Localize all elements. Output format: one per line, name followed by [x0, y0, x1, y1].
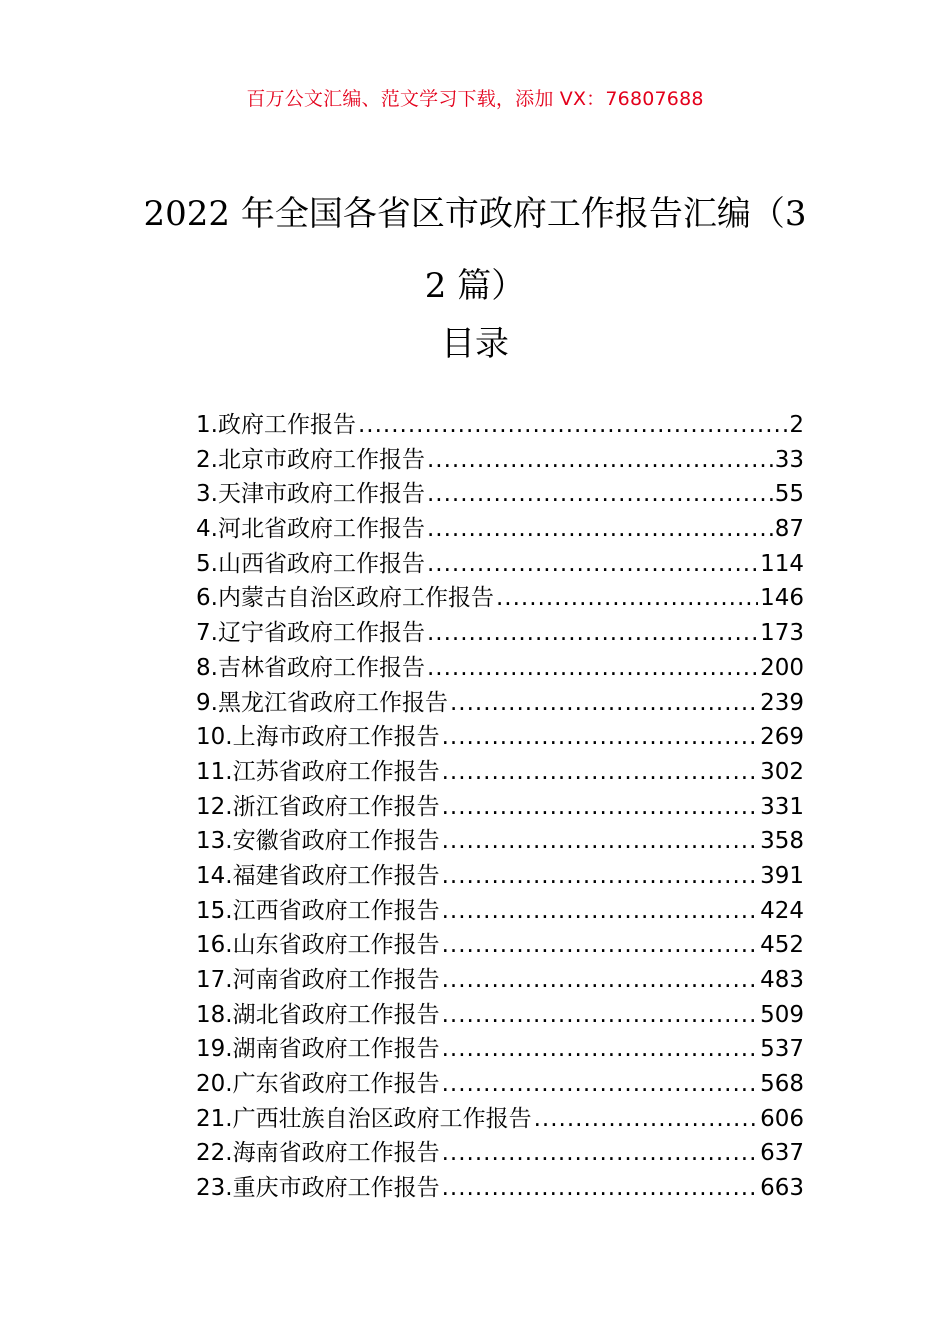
toc-item-page: 114: [760, 550, 804, 577]
toc-leader: [442, 720, 759, 755]
toc-item[interactable]: [196, 408, 804, 443]
toc-item[interactable]: [196, 1032, 804, 1067]
toc-item-label: 10.上海市政府工作报告: [196, 724, 440, 751]
toc-item-page: 331: [760, 793, 804, 820]
toc-item-page: 55: [774, 481, 804, 508]
toc-leader: [442, 859, 759, 894]
toc-item-label: 4.河北省政府工作报告: [196, 516, 425, 543]
toc-item-label: 22.海南省政府工作报告: [196, 1140, 440, 1167]
toc-item-label: 1.政府工作报告: [196, 412, 356, 438]
toc-item-page: 568: [760, 1071, 804, 1098]
toc-leader: [442, 755, 759, 790]
toc-leader: [427, 443, 773, 478]
toc-leader: [442, 1171, 759, 1206]
toc-item[interactable]: [196, 894, 804, 929]
toc-item-page: 239: [760, 689, 804, 716]
document-title: 2022 年全国各省区市政府工作报告汇编（32 篇）: [143, 194, 807, 306]
toc-item-label: 13.安徽省政府工作报告: [196, 828, 440, 855]
toc-item[interactable]: [196, 928, 804, 963]
toc-item-page: 173: [760, 620, 804, 647]
toc-item-label: 12.浙江省政府工作报告: [196, 793, 440, 820]
toc-item-page: 606: [760, 1105, 804, 1132]
toc-item-page: 2: [789, 412, 804, 438]
toc-item-page: 200: [760, 654, 804, 681]
toc-leader: [442, 928, 759, 963]
toc-item[interactable]: [196, 581, 804, 616]
toc-leader: [427, 547, 758, 582]
toc-item-page: 391: [760, 862, 804, 889]
toc-item[interactable]: [196, 824, 804, 859]
toc-item-page: 537: [760, 1036, 804, 1063]
toc-item[interactable]: [196, 790, 804, 825]
toc-leader: [358, 408, 787, 443]
toc-item-page: 509: [760, 1001, 804, 1028]
toc-item-label: 19.湖南省政府工作报告: [196, 1036, 440, 1063]
toc-item-label: 23.重庆市政府工作报告: [196, 1175, 440, 1202]
toc-leader: [442, 894, 759, 929]
toc-leader: [427, 477, 773, 512]
toc-item[interactable]: [196, 477, 804, 512]
toc-item[interactable]: [196, 616, 804, 651]
toc-item[interactable]: [196, 651, 804, 686]
toc-item-page: 87: [774, 516, 804, 543]
toc-item[interactable]: [196, 1136, 804, 1171]
toc-leader: [442, 1032, 759, 1067]
toc-leader: [427, 512, 773, 547]
toc-item[interactable]: [196, 443, 804, 478]
toc-item-page: 424: [760, 897, 804, 924]
toc-item[interactable]: [196, 963, 804, 998]
toc-item-label: 8.吉林省政府工作报告: [196, 654, 425, 681]
toc-item-label: 11.江苏省政府工作报告: [196, 758, 440, 785]
toc-item-page: 146: [760, 585, 804, 612]
toc-item-label: 21.广西壮族自治区政府工作报告: [196, 1105, 532, 1132]
toc-leader: [442, 1067, 759, 1102]
toc-item[interactable]: [196, 686, 804, 721]
toc-item-page: 269: [760, 724, 804, 751]
toc-item-label: 14.福建省政府工作报告: [196, 862, 440, 889]
toc-item-label: 3.天津市政府工作报告: [196, 481, 425, 508]
table-of-contents: [196, 408, 804, 1206]
toc-item-label: 16.山东省政府工作报告: [196, 932, 440, 959]
toc-leader: [442, 998, 759, 1033]
toc-leader: [442, 1136, 759, 1171]
toc-item-label: 2.北京市政府工作报告: [196, 446, 425, 473]
toc-item-label: 17.河南省政府工作报告: [196, 967, 440, 993]
toc-item-label: 6.内蒙古自治区政府工作报告: [196, 585, 494, 612]
toc-item[interactable]: [196, 512, 804, 547]
toc-item[interactable]: [196, 720, 804, 755]
toc-leader: [427, 616, 758, 651]
toc-item[interactable]: [196, 1102, 804, 1137]
watermark-text: 百万公文汇编、范文学习下载，添加 VX：76807688: [246, 88, 704, 110]
toc-item-page: 358: [760, 828, 804, 855]
toc-item-page: 302: [760, 758, 804, 785]
toc-item[interactable]: [196, 998, 804, 1033]
toc-leader: [442, 790, 759, 825]
toc-item[interactable]: [196, 1171, 804, 1206]
toc-item-label: 20.广东省政府工作报告: [196, 1071, 440, 1098]
toc-item-label: 5.山西省政府工作报告: [196, 550, 425, 577]
toc-item-label: 9.黑龙江省政府工作报告: [196, 689, 448, 716]
toc-item-label: 15.江西省政府工作报告: [196, 897, 440, 924]
toc-item-label: 18.湖北省政府工作报告: [196, 1001, 440, 1028]
toc-heading: 目录: [441, 324, 509, 364]
toc-leader: [534, 1102, 759, 1137]
toc-item-page: 33: [774, 446, 804, 473]
toc-leader: [496, 581, 758, 616]
toc-item[interactable]: [196, 547, 804, 582]
toc-leader: [442, 824, 759, 859]
toc-item[interactable]: [196, 859, 804, 894]
toc-item-label: 7.辽宁省政府工作报告: [196, 620, 425, 647]
toc-item-page: 452: [760, 932, 804, 959]
toc-item-page: 637: [760, 1140, 804, 1167]
toc-item[interactable]: [196, 1067, 804, 1102]
toc-item-page: 483: [760, 967, 804, 993]
toc-leader: [427, 651, 758, 686]
toc-item-page: 663: [760, 1175, 804, 1202]
toc-leader: [450, 686, 758, 721]
toc-leader: [442, 963, 759, 998]
toc-item[interactable]: [196, 755, 804, 790]
